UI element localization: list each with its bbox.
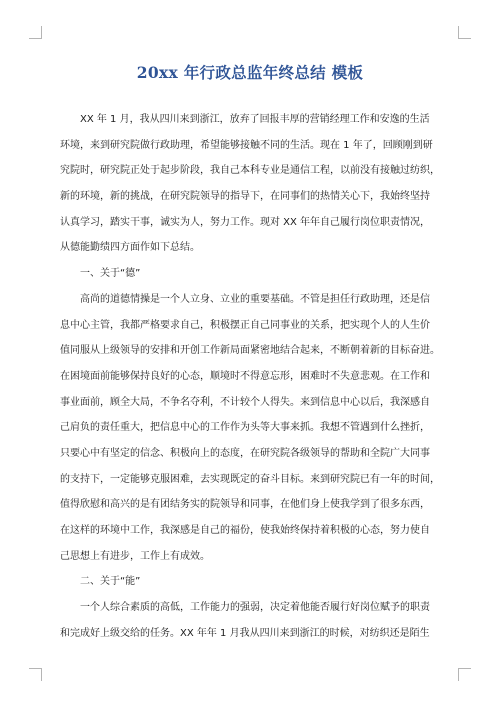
- paragraph-line: 值同服从上级领导的安排和开创工作新局面紧密地结合起来，不断朝着新的目标奋进。: [60, 345, 440, 357]
- document-body: [60, 107, 440, 646]
- paragraph-line: 高尚的道德情操是一个人立身、立业的重要基础。不管是担任行政助理，还是信: [80, 293, 430, 305]
- paragraph-line: 息中心主管，我都严格要求自己，积极摆正自己同事业的关系，把实现个人的人生价: [60, 319, 430, 331]
- paragraph-line: XX 年 1 月，我从四川来到浙江，放弃了回报丰厚的营销经理工作和安逸的生活: [80, 114, 430, 125]
- paragraph-line: 究院时，研究院正处于起步阶段，我自己本科专业是通信工程，以前没有接触过纺织，: [60, 165, 440, 177]
- crop-mark-bottom-right: [458, 668, 471, 681]
- paragraph-line: 的支持下，一定能够克服困难，去实现既定的奋斗目标。来到研究院已有一年的时间，: [60, 473, 440, 485]
- paragraph-line: 认真学习，踏实干事，诚实为人，努力工作。现对 XX 年年自己履行岗位职责情况，: [60, 216, 431, 228]
- paragraph-line: 在困境面前能够保持良好的心态，顺境时不得意忘形，困难时不失意悲观。在工作和: [60, 370, 430, 382]
- crop-mark-bottom-left: [29, 668, 42, 681]
- document-title: 20xx 年行政总监年终总结 模板: [136, 63, 364, 82]
- paragraph-line: 己肩负的责任重大，把信息中心的工作作为头等大事来抓。我想不管遇到什么挫折，: [60, 422, 430, 434]
- paragraph-line: 己思想上有进步，工作上有成效。: [60, 550, 210, 562]
- paragraph-line: 事业面前，顾全大局，不争名夺利，不计较个人得失。来到信息中心以后，我深感自: [60, 396, 430, 408]
- section-heading-de: 一、关于“德”: [80, 268, 141, 280]
- paragraph-line: 只要心中有坚定的信念、积极向上的态度，在研究院各级领导的帮助和全院广大同事: [60, 447, 430, 459]
- crop-mark-top-right: [458, 26, 471, 39]
- paragraph-line: 新的环境，新的挑战，在研究院领导的指导下，在同事们的热情关心下，我始终坚持: [60, 191, 430, 203]
- section-heading-neng: 二、关于“能”: [80, 576, 141, 588]
- crop-mark-top-left: [29, 26, 42, 39]
- paragraph-line: 一个人综合素质的高低，工作能力的强弱，决定着他能否履行好岗位赋予的职责: [80, 602, 430, 614]
- paragraph-line: 在这样的环境中工作，我深感是自己的福份，使我始终保持着积极的心态，努力使自: [60, 525, 430, 536]
- paragraph-line: 从德能勤绩四方面作如下总结。: [60, 242, 200, 254]
- paragraph-line: 值得欣慰和高兴的是有团结务实的院领导和同事，在他们身上使我学到了很多东西，: [60, 499, 430, 511]
- paragraph-line: 和完成好上级交给的任务。XX 年年 1 月我从四川来到浙江的时候，对纺织还是陌生: [60, 627, 430, 639]
- paragraph-line: 环境，来到研究院做行政助理，希望能够接触不同的生活。现在 1 年了，回顾刚到研: [60, 139, 433, 151]
